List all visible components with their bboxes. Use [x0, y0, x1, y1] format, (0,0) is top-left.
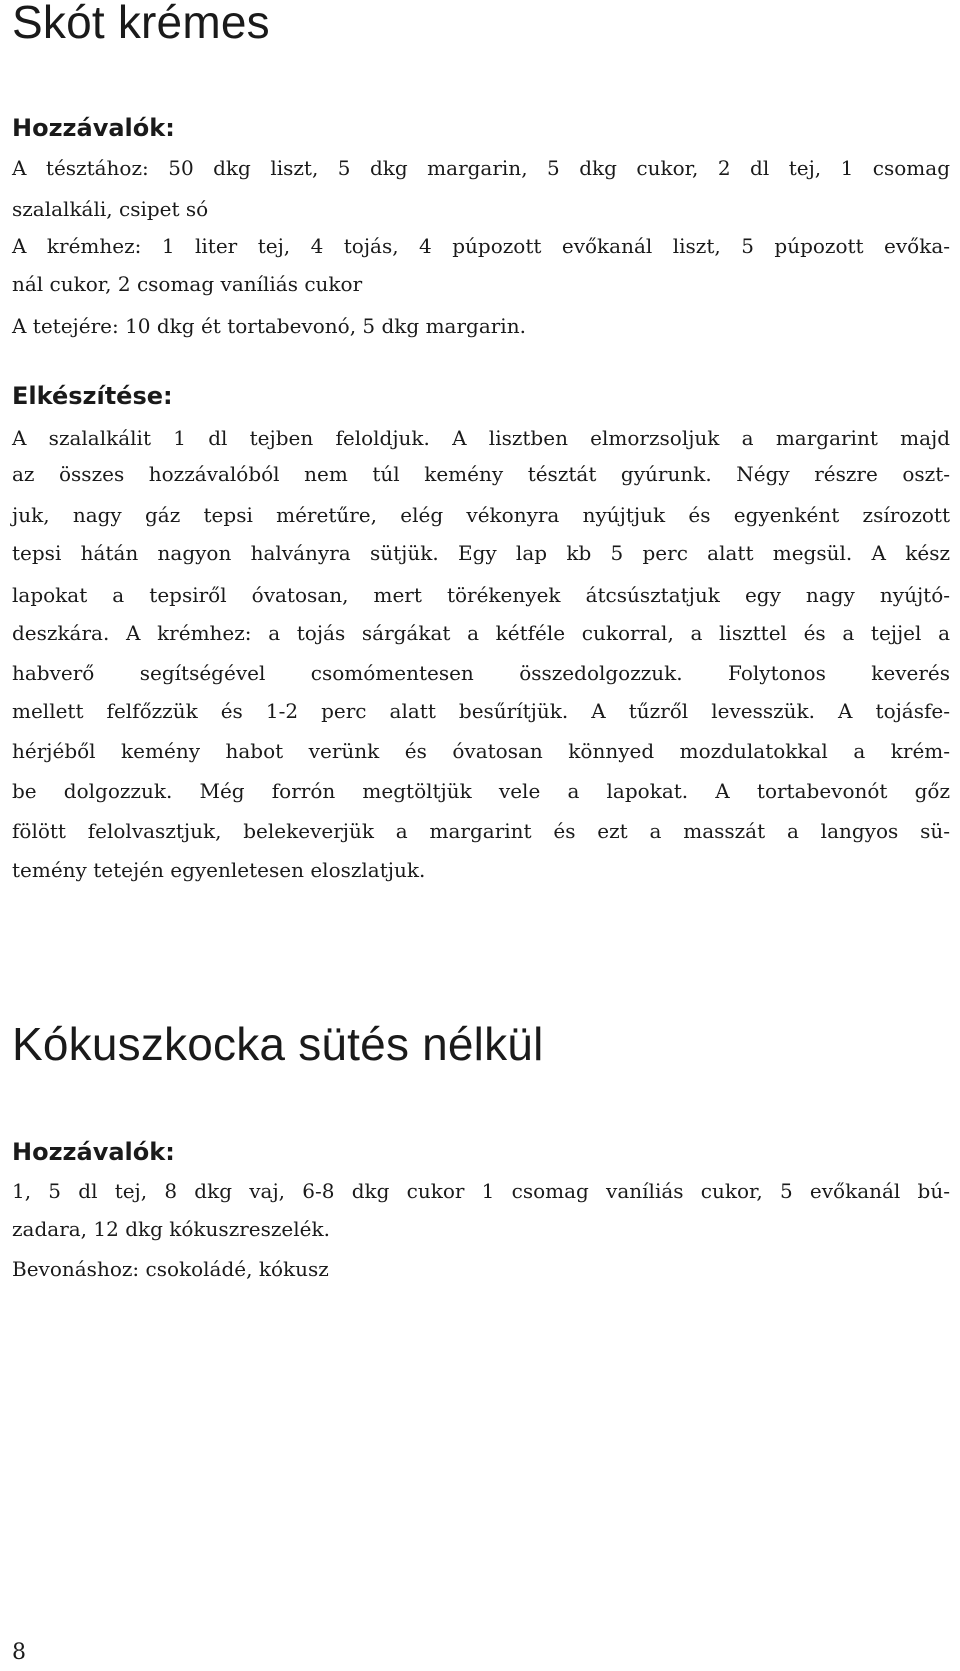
ingredient-line: nál cukor, 2 csomag vaníliás cukor — [12, 272, 363, 296]
method-line: deszkára. A krémhez: a tojás sárgákat a kétféle cukorral, a liszttel és a tejjel a — [12, 621, 950, 645]
method-line: juk, nagy gáz tepsi méretűre, elég vékonyra nyújtjuk és egyenként zsírozott — [12, 503, 950, 527]
recipe-title-kokuszkocka: Kókuszkocka sütés nélkül — [12, 1018, 544, 1070]
document-page — [12, 0, 952, 1671]
method-line: A szalalkálit 1 dl tejben feloldjuk. A lisztben elmorzsoljuk a margarint majd — [12, 426, 950, 450]
ingredient-line: A tetejére: 10 dkg ét tortabevonó, 5 dkg margarin. — [12, 314, 526, 338]
ingredient-line: A krémhez: 1 liter tej, 4 tojás, 4 púpozott evőkanál liszt, 5 púpozott evőka- — [12, 234, 950, 258]
method-line: lapokat a tepsiről óvatosan, mert törékenyek átcsúsztatjuk egy nagy nyújtó- — [12, 583, 950, 607]
method-line: temény tetején egyenletesen eloszlatjuk. — [12, 858, 426, 882]
ingredients-heading: Hozzávalók: — [12, 114, 175, 142]
ingredient-line: Bevonáshoz: csokoládé, kókusz — [12, 1257, 329, 1281]
ingredient-line: 1, 5 dl tej, 8 dkg vaj, 6-8 dkg cukor 1 csomag vaníliás cukor, 5 evőkanál bú- — [12, 1179, 950, 1203]
ingredient-line: szalalkáli, csipet só — [12, 197, 209, 221]
ingredient-line: A tésztához: 50 dkg liszt, 5 dkg margarin, 5 dkg cukor, 2 dl tej, 1 csomag — [12, 156, 950, 180]
method-line: hérjéből kemény habot verünk és óvatosan könnyed mozdulatokkal a krém- — [12, 739, 950, 763]
method-line: mellett felfőzzük és 1-2 perc alatt besűrítjük. A tűzről levesszük. A tojásfe- — [12, 699, 950, 723]
method-line: tepsi hátán nagyon halványra sütjük. Egy lap kb 5 perc alatt megsül. A kész — [12, 541, 950, 565]
method-line: habverő segítségével csomómentesen összedolgozzuk. Folytonos keverés — [12, 661, 950, 685]
ingredients-heading: Hozzávalók: — [12, 1138, 175, 1166]
ingredient-line: zadara, 12 dkg kókuszreszelék. — [12, 1217, 330, 1241]
page-number: 8 — [12, 1640, 26, 1665]
method-line: fölött felolvasztjuk, belekeverjük a margarint és ezt a masszát a langyos sü- — [12, 819, 950, 843]
method-line: az összes hozzávalóból nem túl kemény tésztát gyúrunk. Négy részre oszt- — [12, 462, 950, 486]
method-heading: Elkészítése: — [12, 382, 173, 410]
recipe-title-skot-kremes: Skót krémes — [12, 0, 270, 48]
method-line: be dolgozzuk. Még forrón megtöltjük vele a lapokat. A tortabevonót gőz — [12, 779, 950, 803]
